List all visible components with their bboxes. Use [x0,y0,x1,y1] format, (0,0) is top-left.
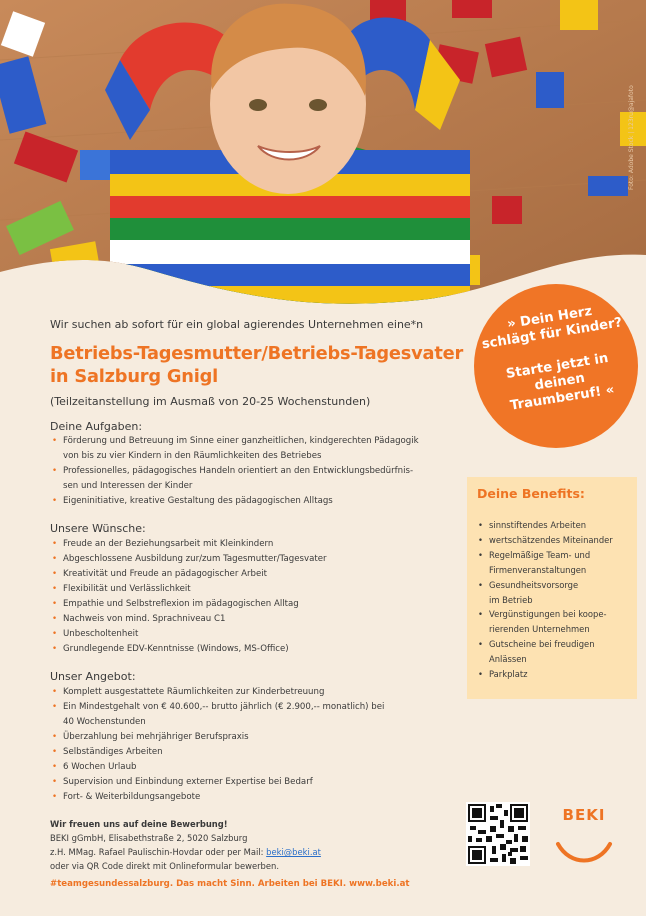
list-item: • Nachweis von mind. Sprachniveau C1 [50,612,460,627]
list-item: • Überzahlung bei mehrjähriger Berufspraxis [50,730,460,745]
list-item: • Parkplatz [475,667,613,682]
contact-person: z.H. MMag. Rafael Paulischin-Hovdar oder per Mail: [50,847,267,857]
list-item: rierenden Unternehmen [489,624,590,635]
benefits-list [475,518,613,682]
company-address: BEKI gGmbH, Elisabethstraße 2, 5020 Salzburg [50,833,248,843]
qr-instruction: oder via QR Code direkt mit Onlineformular bewerben. [50,861,279,871]
hashtag-line: #teamgesundessalzburg. Das macht Sinn. Arbeiten bei BEKI. www.beki.at [50,879,410,889]
intro-text: Wir suchen ab sofort für ein global agierendes Unternehmen eine*n [50,318,424,331]
list-item: • Vergünstigungen bei koope- [475,607,613,622]
list-item: • Eigeninitiative, kreative Gestaltung des pädagogischen Alltags [50,494,460,509]
contact-line [50,845,321,859]
list-item: • Ein Mindestgehalt von € 40.600,-- brutto jährlich (€ 2.900,-- monatlich) bei [50,700,460,715]
qr-code[interactable] [466,802,530,866]
wuensche-heading: Unsere Wünsche: [50,522,146,535]
list-item: • Förderung und Betreuung im Sinne einer ganzheitlichen, kindgerechten Pädagogik [50,434,460,449]
beki-logo [548,804,620,864]
slogan-line-1: » Dein Herz schlägt für Kinder? [480,303,624,353]
list-item: • Gesundheitsvorsorge [475,578,613,593]
list-item: sen und Interessen der Kinder [63,481,193,491]
job-title [50,342,463,388]
list-item: • Kreativität und Freude an pädagogischer Arbeit [50,567,460,582]
list-item: • Unbescholtenheit [50,627,460,642]
list-item: • wertschätzendes Miteinander [475,533,613,548]
list-item: • Selbständiges Arbeiten [50,745,460,760]
list-item: • Gutscheine bei freudigen [475,637,613,652]
list-item: • Regelmäßige Team- und [475,548,613,563]
application-info [50,817,321,873]
list-item: • Grundlegende EDV-Kenntnisse (Windows, MS-Office) [50,642,460,657]
beki-logo-text: BEKI [562,806,606,824]
list-item: • Professionelles, pädagogisches Handeln orientiert an den Entwicklungsbedürfnis- [50,464,460,479]
email-link[interactable]: beki@beki.at [266,847,321,857]
slogan-bubble [474,284,638,448]
photo-credit: Foto: Adobe Stock | 123ru@ajafoto [628,85,635,190]
wuensche-list [50,537,460,657]
list-item: • Komplett ausgestattete Räumlichkeiten zur Kinderbetreuung [50,685,460,700]
angebot-heading: Unser Angebot: [50,670,136,683]
benefits-box [467,477,637,699]
list-item: im Betrieb [489,594,533,605]
aufgaben-list [50,434,460,509]
application-cta: Wir freuen uns auf deine Bewerbung! [50,819,228,829]
smile-arc-icon [548,804,620,864]
job-title-line-1: Betriebs-Tagesmutter/Betriebs-Tagesvater [50,343,464,364]
hero-photo [0,0,646,330]
list-item: • sinnstiftendes Arbeiten [475,518,613,533]
list-item: Anlässen [489,654,527,665]
list-item: Firmenveranstaltungen [489,564,587,575]
employment-type: (Teilzeitanstellung im Ausmaß von 20-25 Wochenstunden) [50,395,371,408]
list-item: • Supervision und Einbindung externer Expertise bei Bedarf [50,775,460,790]
list-item: • Freude an der Beziehungsarbeit mit Kleinkindern [50,537,460,552]
list-item: • Abgeschlossene Ausbildung zur/zum Tagesmutter/Tagesvater [50,552,460,567]
list-item: von bis zu vier Kindern in den Räumlichkeiten des Betriebes [63,451,322,461]
list-item: • Flexibilität und Verlässlichkeit [50,582,460,597]
list-item: 40 Wochenstunden [63,717,146,727]
list-item: • Fort- & Weiterbildungsangebote [50,790,460,805]
angebot-list [50,685,460,805]
list-item: • Empathie und Selbstreflexion im pädagogischen Alltag [50,597,460,612]
list-item: • 6 Wochen Urlaub [50,760,460,775]
aufgaben-heading: Deine Aufgaben: [50,420,143,433]
benefits-heading: Deine Benefits: [477,486,585,501]
job-title-line-2: in Salzburg Gnigl [50,366,219,387]
slogan-line-2: Starte jetzt in deinen Traumberuf! « [505,350,616,414]
